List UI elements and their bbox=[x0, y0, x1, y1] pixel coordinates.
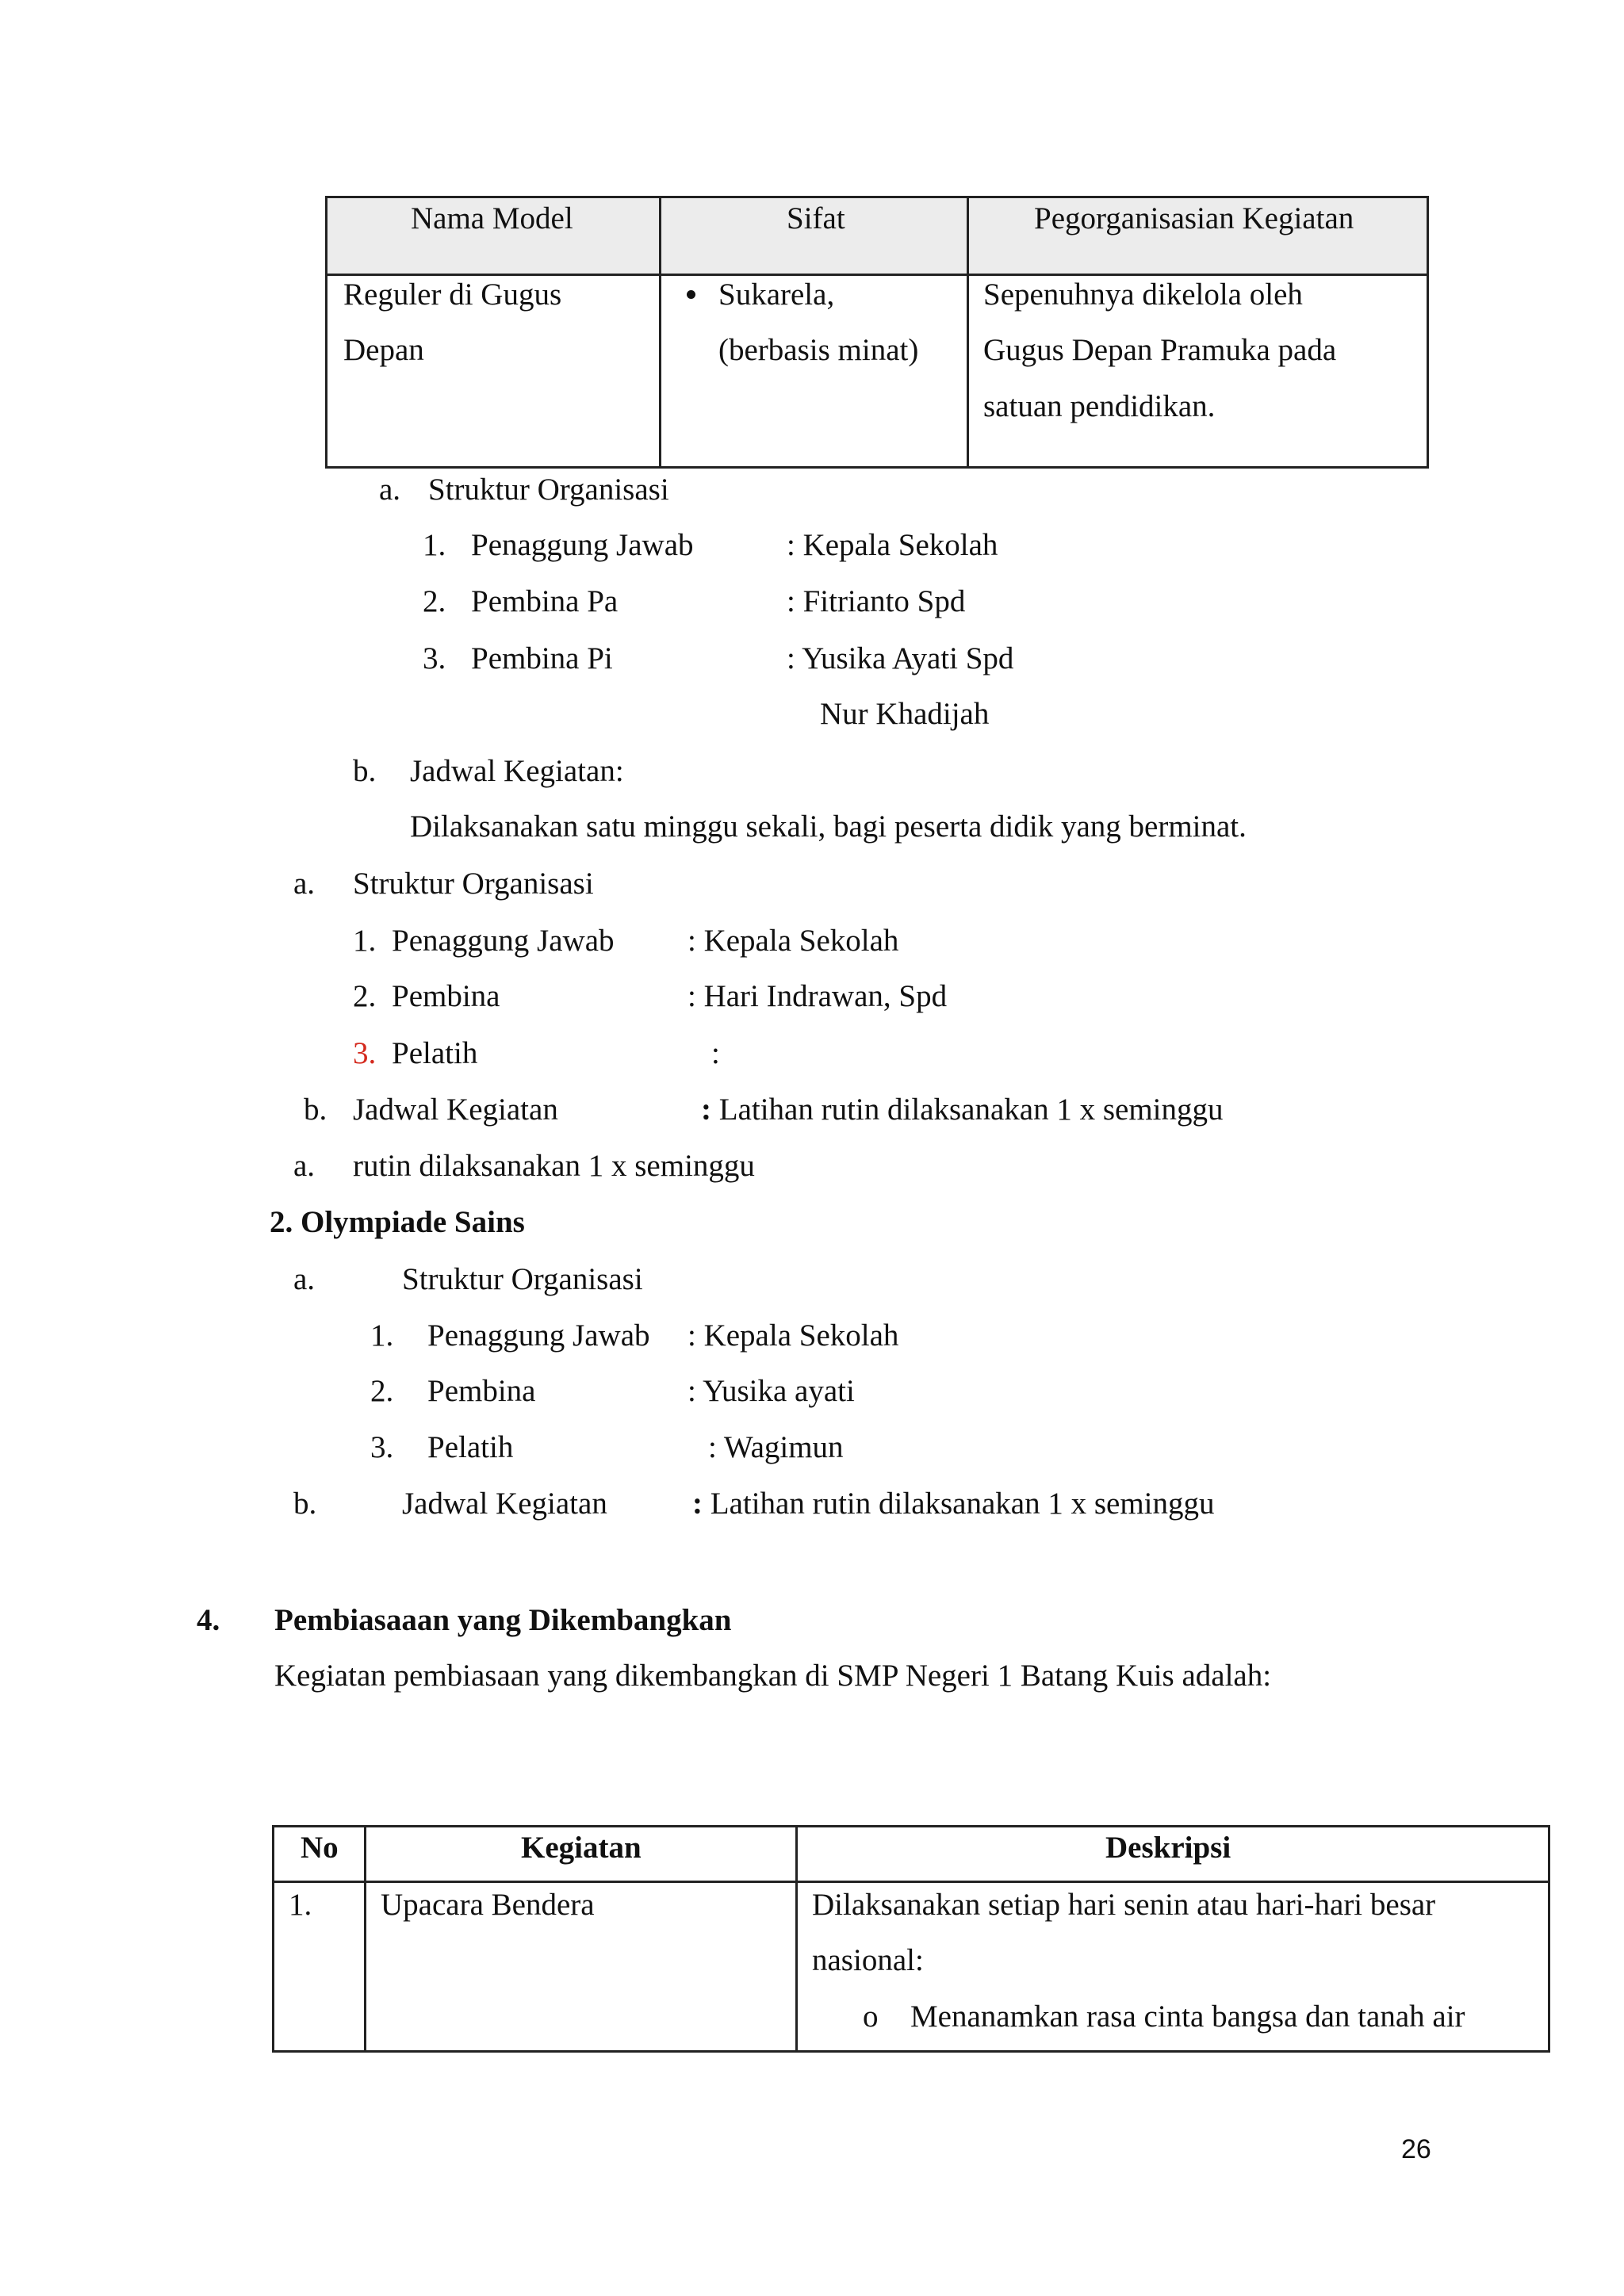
list-value: : Wagimun bbox=[708, 1430, 844, 1464]
list-value: : Hari Indrawan, Spd bbox=[688, 979, 948, 1013]
model-name-line1: Reguler di Gugus bbox=[343, 277, 562, 312]
list-marker: a. bbox=[293, 1149, 316, 1183]
row-number: 1. bbox=[289, 1888, 312, 1922]
table-header-cell bbox=[327, 197, 661, 275]
list-number: 2. bbox=[370, 1374, 394, 1408]
list-marker: a. bbox=[293, 1262, 316, 1296]
header-no: No bbox=[301, 1831, 339, 1865]
section-title: 2. Olympiade Sains bbox=[270, 1205, 525, 1239]
header-sifat: Sifat bbox=[787, 201, 845, 235]
list-value: : Kepala Sekolah bbox=[688, 924, 899, 958]
table-header-row bbox=[327, 197, 1428, 275]
organization-model-table bbox=[325, 196, 1429, 469]
header-nama-model: Nama Model bbox=[411, 201, 573, 235]
list-number: 2. bbox=[423, 584, 446, 618]
list-value: : Fitrianto Spd bbox=[787, 584, 966, 618]
table-cell bbox=[968, 275, 1428, 468]
activity-name: Upacara Bendera bbox=[381, 1888, 595, 1922]
description-line1: Dilaksanakan setiap hari senin atau hari-hari besar bbox=[812, 1888, 1436, 1922]
table-header-cell bbox=[366, 1827, 797, 1882]
list-marker: b. bbox=[293, 1487, 317, 1521]
table-row bbox=[274, 1882, 1549, 2052]
schedule-value bbox=[701, 1094, 1224, 1125]
table-cell bbox=[661, 275, 968, 468]
table-header-cell bbox=[661, 197, 968, 275]
table-cell bbox=[274, 1882, 366, 2052]
page-number: 26 bbox=[1401, 2134, 1431, 2164]
paragraph: rutin dilaksanakan 1 x seminggu bbox=[353, 1149, 755, 1183]
description-bullet-text: Menanamkan rasa cinta bangsa dan tanah air bbox=[910, 1999, 1465, 2034]
section-heading: Struktur Organisasi bbox=[353, 867, 594, 901]
list-label: Pembina bbox=[427, 1374, 536, 1408]
paragraph: Dilaksanakan satu minggu sekali, bagi peserta didik yang berminat. bbox=[410, 809, 1247, 844]
schedule-value bbox=[692, 1488, 1215, 1519]
sifat-line2: (berbasis minat) bbox=[718, 333, 919, 367]
list-marker: b. bbox=[304, 1093, 327, 1127]
list-label: Penaggung Jawab bbox=[392, 924, 615, 958]
section-heading: Jadwal Kegiatan bbox=[353, 1093, 558, 1127]
model-name-line2: Depan bbox=[343, 333, 424, 367]
org-line3: satuan pendidikan. bbox=[983, 389, 1216, 423]
list-label: Pelatih bbox=[427, 1430, 514, 1464]
sifat-line1: Sukarela, bbox=[718, 277, 835, 312]
section-heading: Jadwal Kegiatan bbox=[402, 1487, 607, 1521]
list-number: 1. bbox=[353, 924, 377, 958]
org-line1: Sepenuhnya dikelola oleh bbox=[983, 277, 1303, 312]
table-header-row bbox=[274, 1827, 1549, 1882]
colon: : bbox=[701, 1093, 711, 1127]
list-number: 1. bbox=[423, 528, 446, 562]
list-label: Pelatih bbox=[392, 1036, 478, 1070]
list-value: : bbox=[711, 1036, 720, 1070]
org-line2: Gugus Depan Pramuka pada bbox=[983, 333, 1337, 367]
list-number: 1. bbox=[370, 1318, 394, 1353]
table-cell bbox=[366, 1882, 797, 2052]
list-label: Pembina bbox=[392, 979, 500, 1013]
list-value: : Kepala Sekolah bbox=[787, 528, 998, 562]
list-value-continued: Nur Khadijah bbox=[820, 697, 990, 731]
table-cell bbox=[327, 275, 661, 468]
schedule-text: Latihan rutin dilaksanakan 1 x seminggu bbox=[711, 1093, 1224, 1127]
section-number: 4. bbox=[197, 1603, 220, 1637]
description-line2: nasional: bbox=[812, 1943, 924, 1977]
section-heading: Struktur Organisasi bbox=[428, 473, 669, 507]
header-kegiatan: Kegiatan bbox=[521, 1831, 642, 1865]
table-header-cell bbox=[968, 197, 1428, 275]
list-number: 2. bbox=[353, 979, 377, 1013]
paragraph: Kegiatan pembiasaan yang dikembangkan di SMP Negeri 1 Batang Kuis adalah: bbox=[274, 1659, 1272, 1693]
section-title: Pembiasaaan yang Dikembangkan bbox=[274, 1603, 732, 1637]
section-heading: Struktur Organisasi bbox=[402, 1262, 643, 1296]
bullet-icon bbox=[687, 290, 695, 299]
schedule-text: Latihan rutin dilaksanakan 1 x seminggu bbox=[703, 1487, 1215, 1521]
header-deskripsi: Deskripsi bbox=[1105, 1831, 1231, 1865]
list-label: Pembina Pi bbox=[471, 641, 613, 675]
table-row bbox=[327, 275, 1428, 468]
table-header-cell bbox=[797, 1827, 1549, 1882]
circle-bullet-icon: o bbox=[863, 1999, 879, 2034]
list-label: Penaggung Jawab bbox=[427, 1318, 650, 1353]
table-cell bbox=[797, 1882, 1549, 2052]
table-header-cell bbox=[274, 1827, 366, 1882]
list-marker: a. bbox=[293, 867, 316, 901]
list-value: : Yusika ayati bbox=[688, 1374, 855, 1408]
list-value: : Yusika Ayati Spd bbox=[787, 641, 1014, 675]
list-number: 3. bbox=[353, 1036, 377, 1070]
list-label: Penaggung Jawab bbox=[471, 528, 694, 562]
header-pengorganisasian: Pegorganisasian Kegiatan bbox=[1034, 201, 1354, 235]
section-heading: Jadwal Kegiatan: bbox=[410, 754, 624, 788]
list-value: : Kepala Sekolah bbox=[688, 1318, 899, 1353]
list-marker: a. bbox=[379, 473, 401, 507]
list-marker: b. bbox=[353, 754, 377, 788]
colon: : bbox=[692, 1487, 703, 1521]
list-label: Pembina Pa bbox=[471, 584, 619, 618]
list-number: 3. bbox=[423, 641, 446, 675]
list-number: 3. bbox=[370, 1430, 394, 1464]
habituation-table bbox=[272, 1825, 1550, 2053]
